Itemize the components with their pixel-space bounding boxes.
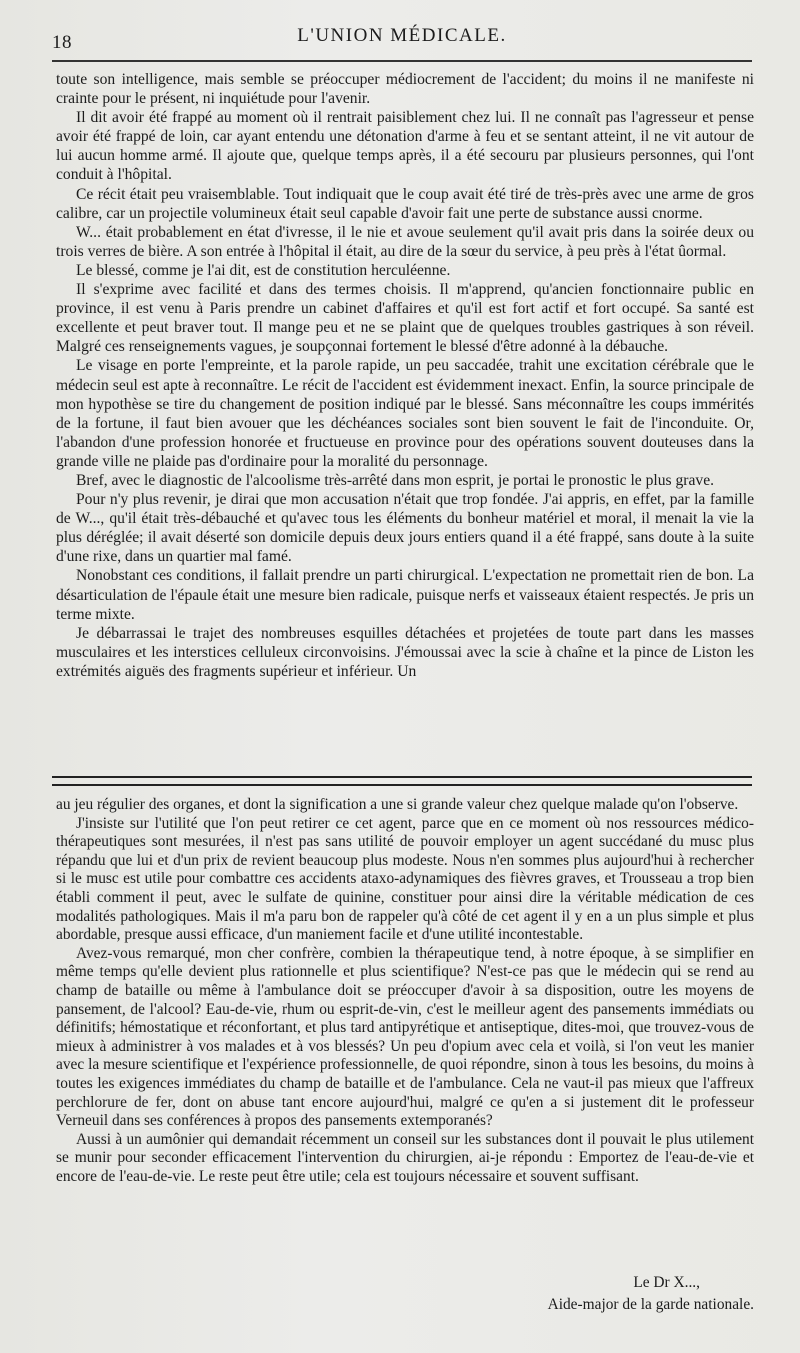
paragraph: Bref, avec le diagnostic de l'alcoolisme très-arrêté dans mon esprit, je portai le pronostic le plus grave.	[76, 471, 715, 489]
paragraph: Pour n'y plus revenir, je dirai que mon accusation n'était que trop fondée. J'ai appris, en effet, par la famille de W..., qu'il était très-débauché et qu'avec tous les éléments du bonheur matériel et moral, il menait la vie la plus déréglée; il avait déserté son domicile depuis deux jours entiers quand il a été frappé, sans doute à la suite d'une rixe, dans un quartier mal famé.	[56, 491, 754, 566]
paragraph: Ce récit était peu vraisemblable. Tout indiquait que le coup avait été tiré de très-près avec une arme de gros calibre, car un projectile volumineux était seul capable d'avoir fait une perte de substance aussi cnorme.	[56, 185, 754, 222]
signature-role: Aide-major de la garde nationale.	[547, 1296, 754, 1313]
signature-name: Le Dr X...,	[633, 1274, 700, 1291]
paragraph: toute son intelligence, mais semble se préoccuper médiocrement de l'accident; du moins il ne manifeste ni crainte pour le présent, ni inquiétude pour l'avenir.	[56, 71, 754, 108]
paragraph: Il dit avoir été frappé au moment où il rentrait paisiblement chez lui. Il ne connaît pas l'agresseur et pense avoir été frappé de loin, car ayant entendu une détonation d'arme à feu et se sentant atteint, il ne vit autour de lui aucun homme armé. Il ajoute que, quelque temps après, il a été secouru par plusieurs personnes, qui l'ont conduit à l'hôpital.	[56, 109, 754, 184]
paragraph: Je débarrassai le trajet des nombreuses esquilles détachées et projetées de toute part dans les masses musculaires et les interstices celluleux circonvoisins. J'émoussai avec la scie à chaîne et la pince de Liston les extrémités aiguës des fragments supérieur et inférieur. Un	[56, 624, 754, 680]
paragraph: W... était probablement en état d'ivresse, il le nie et avoue seulement qu'il avait pris dans la soirée deux ou trois verres de bière. A son entrée à l'hôpital il était, au dire de la sœur du service, à peu près à l'état ûormal.	[56, 223, 754, 260]
journal-title: L'UNION MÉDICALE.	[297, 25, 507, 46]
paragraph: Il s'exprime avec facilité et dans des termes choisis. Il m'apprend, qu'ancien fonctionnaire public en province, il est venu à Paris prendre un cabinet d'affaires et qu'il est fort actif et fort occupé. Sa santé est excellente et peut braver tout. Il mange peu et ne se plaint que de quelques troubles gastriques à son réveil. Malgré ces renseignements vagues, je soupçonnai fortement le blessé d'être adonné à la débauche.	[56, 281, 754, 356]
bottom-column	[56, 796, 754, 1186]
paragraph: Le blessé, comme je l'ai dit, est de constitution herculéenne.	[76, 261, 451, 279]
paragraph: J'insiste sur l'utilité que l'on peut retirer ce cet agent, parce que en ce moment où nos ressources médico-thérapeutiques sont mesurées, il n'est pas sans utilité de pouvoir employer un agent succédané du musc plus répandu que lui et d'un prix de revient beaucoup plus modeste. Nous n'en sommes plus aujourd'hui à rechercher si le musc est utile pour combattre ces accidents ataxo-adynamiques des fièvres graves, et Trousseau a trop bien établi comment il peut, avec le sulfate de quinine, constituer pour ainsi dire la véritable médication de ces modalités pathologiques. Mais il m'a paru bon de rappeler qu'à côté de cet agent il y en a un plus simple et plus abordable, presque aussi efficace, d'un maniement facile et d'une utilité incontestable.	[56, 814, 754, 944]
top-column	[56, 70, 754, 681]
header-rule	[52, 60, 752, 62]
paragraph: Le visage en porte l'empreinte, et la parole rapide, un peu saccadée, trahit une excitation cérébrale que le médecin seul est apte à reconnaître. Le récit de l'accident est évidemment inexact. Enfin, la source principale de mon hypothèse se tire du changement de position indiqué par le blessé. Sans méconnaître les coups immérités de la fortune, il faut bien avouer que les déchéances sociales sont bien souvent le fait de l'inconduite. Or, l'abandon d'une profession honorée et fructueuse en province pour des opérations souvent douteuses dans la grande ville ne plaide pas d'ordinaire pour la moralité du personnage.	[56, 357, 754, 470]
section-divider	[52, 776, 752, 786]
page-number: 18	[52, 32, 72, 53]
paragraph: Aussi à un aumônier qui demandait récemment un conseil sur les substances dont il pouvait le plus utilement se munir pour seconder efficacement l'intervention du chirurgien, ai-je répondu : Emportez de l'eau-de-vie et encore de l'eau-de-vie. Le reste peut être utile; cela est toujours nécessaire et souvent suffisant.	[56, 1130, 754, 1185]
page-header	[52, 22, 752, 56]
paragraph: au jeu régulier des organes, et dont la signification a une si grande valeur chez quelque malade qu'on l'observe.	[56, 796, 739, 813]
paragraph: Avez-vous remarqué, mon cher confrère, combien la thérapeutique tend, à notre époque, à se simplifier en même temps qu'elle devient plus rationnelle et plus scientifique? N'est-ce pas que le médecin qui se rend au champ de bataille ou même à l'ambulance doit se préoccuper d'avoir à sa disposition, outre les moyens de pansement, de l'alcool? Eau-de-vie, rhum ou esprit-de-vin, c'est le meilleur agent des pansements immédiats ou définitifs; hémostatique et réconfortant, et plus tard antipyrétique et antiseptique, dites-moi, que trouvez-vous de mieux à administrer à vos malades et à vos blessés? Un peu d'opium avec cela et voilà, si l'on veut les manier avec la mesure scientifique et l'expérience professionnelle, de quoi répondre, sinon à tous les besoins, du moins à toutes les exigences immédiates du champ de bataille et de l'ambulance. Cela ne vaut-il pas mieux que l'affreux perchlorure de fer, dont on abuse tant encore aujourd'hui, malgré ce qu'en a si justement dit le professeur Verneuil dans ses conférences à propos des pansements extemporanés?	[56, 944, 754, 1130]
paragraph: Nonobstant ces conditions, il fallait prendre un parti chirurgical. L'expectation ne promettait rien de bon. La désarticulation de l'épaule était une mesure bien radicale, puisque nerfs et vaisseaux étaient respectés. Je pris un terme mixte.	[56, 567, 754, 623]
